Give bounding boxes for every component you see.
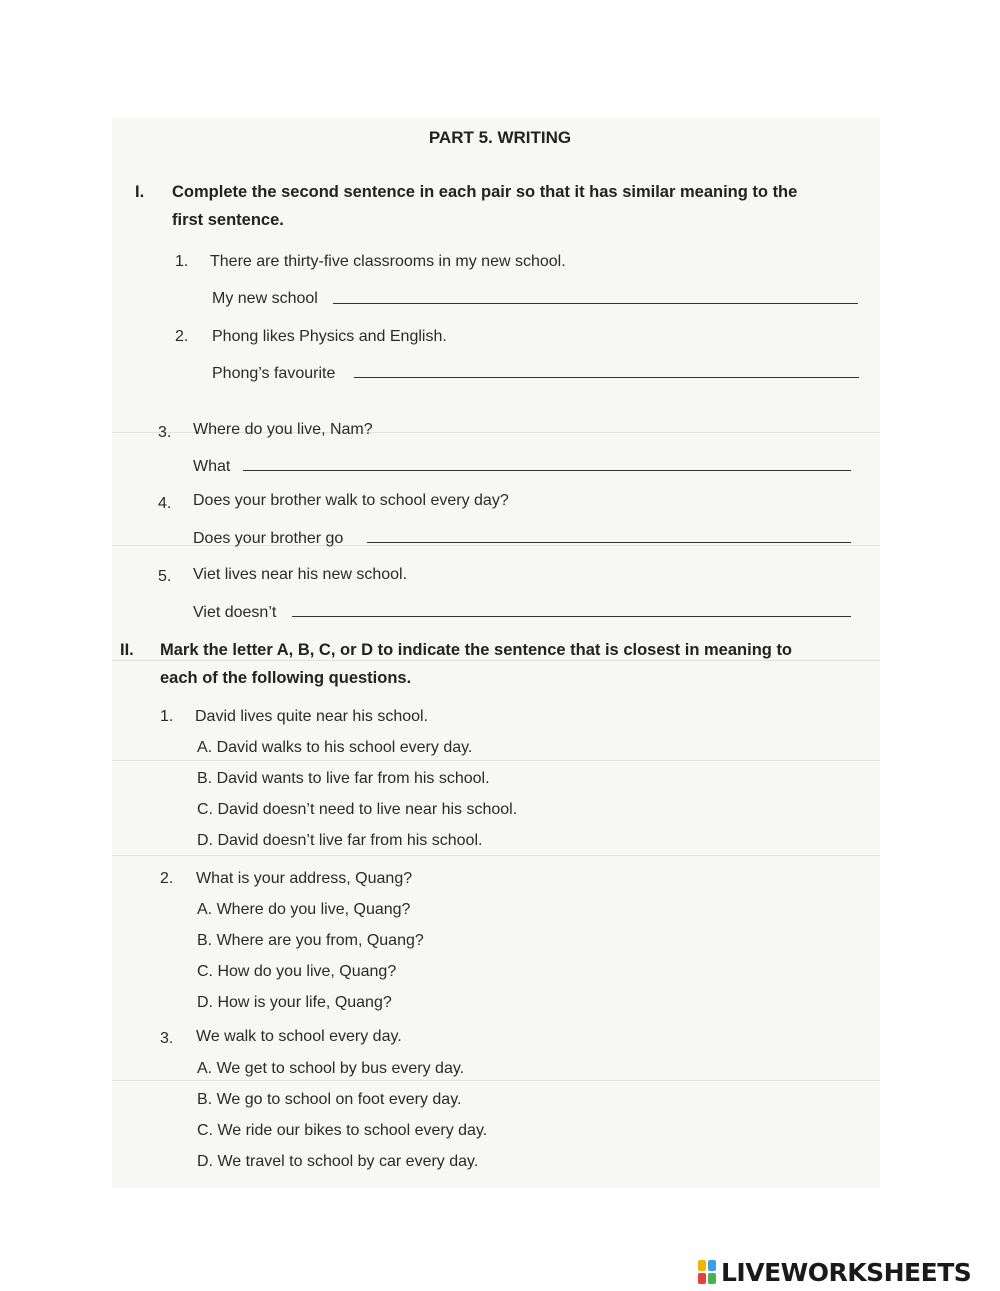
question-number: 3.: [160, 1030, 174, 1047]
option-b[interactable]: B. David wants to live far from his school.: [197, 770, 490, 787]
logo-square-red: [698, 1273, 706, 1284]
option-c[interactable]: C. How do you live, Quang?: [197, 963, 397, 980]
scan-artifact-line: [112, 855, 880, 856]
question-number: 1.: [160, 708, 174, 725]
logo-square-yellow: [698, 1260, 706, 1271]
option-d[interactable]: D. How is your life, Quang?: [197, 994, 392, 1011]
logo-square-blue: [708, 1260, 716, 1271]
logo-text: LIVEWORKSHEETS: [721, 1257, 972, 1287]
option-a[interactable]: A. We get to school by bus every day.: [197, 1060, 465, 1077]
question-stem: We walk to school every day.: [196, 1028, 402, 1045]
section-1-numeral: I.: [135, 183, 145, 201]
option-b[interactable]: B. Where are you from, Quang?: [197, 932, 424, 949]
liveworksheets-logo: [697, 1255, 971, 1289]
section-1-instruction-line-1: Complete the second sentence in each pair so that it has similar meaning to the: [172, 183, 798, 201]
option-d[interactable]: D. We travel to school by car every day.: [197, 1153, 479, 1170]
item-sentence: Does your brother walk to school every day?: [193, 492, 509, 509]
item-sentence: Where do you live, Nam?: [193, 421, 373, 438]
item-number: 3.: [158, 424, 172, 441]
section-2-instruction-line-2: each of the following questions.: [160, 669, 412, 687]
option-a[interactable]: A. David walks to his school every day.: [197, 739, 473, 756]
item-number: 2.: [175, 328, 189, 345]
item-prompt: Does your brother go: [193, 530, 344, 547]
option-d[interactable]: D. David doesn’t live far from his school.: [197, 832, 483, 849]
answer-1-input[interactable]: [336, 286, 856, 304]
section-2-numeral: II.: [120, 641, 134, 659]
answer-3-input[interactable]: [246, 453, 849, 471]
question-stem: What is your address, Quang?: [196, 870, 413, 887]
question-number: 2.: [160, 870, 174, 887]
section-1-instruction-line-2: first sentence.: [172, 211, 284, 229]
option-b[interactable]: B. We go to school on foot every day.: [197, 1091, 462, 1108]
option-c[interactable]: C. David doesn’t need to live near his school.: [197, 801, 518, 818]
item-number: 5.: [158, 568, 172, 585]
item-number: 4.: [158, 495, 172, 512]
item-prompt: Viet doesn’t: [193, 604, 277, 621]
question-stem: David lives quite near his school.: [195, 708, 429, 725]
item-sentence: Phong likes Physics and English.: [212, 328, 447, 345]
liveworksheets-logo-icon: [697, 1259, 717, 1285]
section-2-instruction-line-1: Mark the letter A, B, C, or D to indicate the sentence that is closest in meaning to: [160, 641, 793, 659]
answer-2-input[interactable]: [357, 360, 857, 378]
page-title: PART 5. WRITING: [428, 128, 572, 147]
scan-artifact-line: [112, 1080, 880, 1081]
scan-artifact-line: [112, 760, 880, 761]
answer-5-input[interactable]: [295, 599, 849, 617]
item-prompt: Phong’s favourite: [212, 365, 336, 382]
item-number: 1.: [175, 253, 189, 270]
logo-square-green: [708, 1273, 716, 1284]
option-c[interactable]: C. We ride our bikes to school every day.: [197, 1122, 488, 1139]
answer-4-input[interactable]: [370, 525, 849, 543]
option-a[interactable]: A. Where do you live, Quang?: [197, 901, 411, 918]
item-prompt: What: [193, 458, 231, 475]
item-sentence: There are thirty-five classrooms in my new school.: [210, 253, 566, 270]
item-sentence: Viet lives near his new school.: [193, 566, 408, 583]
item-prompt: My new school: [212, 290, 318, 307]
